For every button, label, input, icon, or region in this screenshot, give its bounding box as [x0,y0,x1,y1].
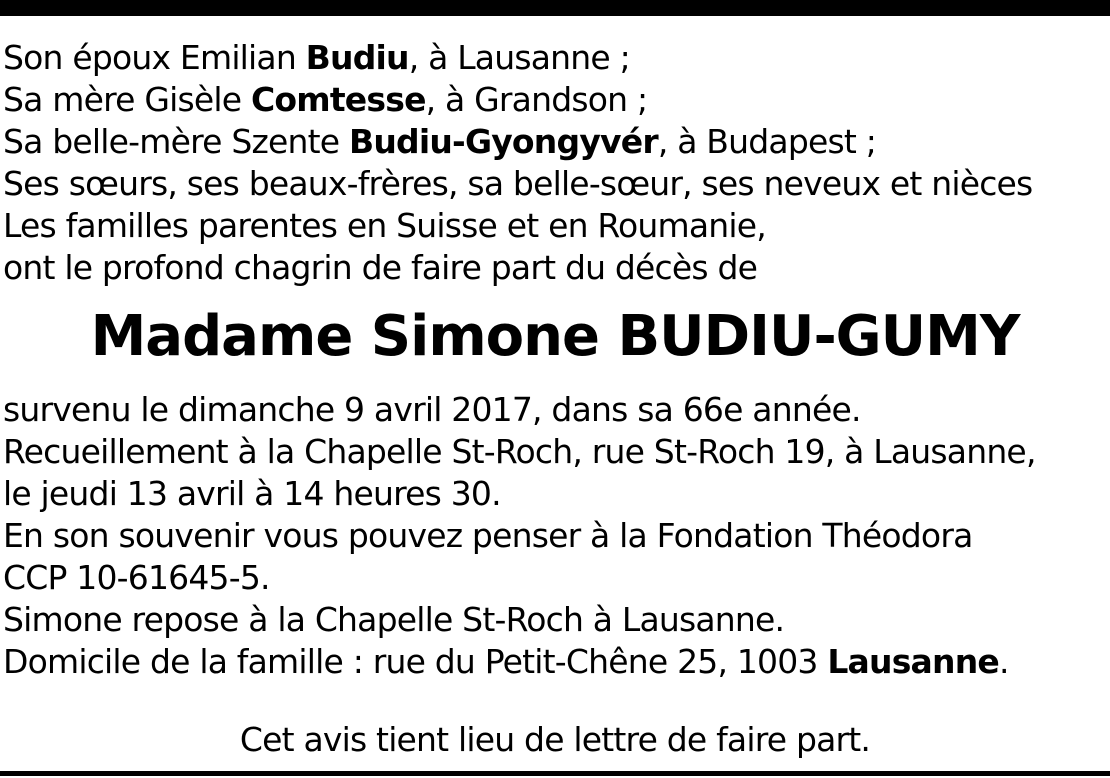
announcer-line-intro: ont le profond chagrin de faire part du décès de [3,248,758,287]
detail-line-ccp: CCP 10-61645-5. [3,558,270,597]
detail-line-family-address: Domicile de la famille : rue du Petit-Chêne 25, 1003 Lausanne. [3,642,1009,681]
bottom-border-rule [0,771,1110,776]
top-border-rule [0,0,1110,16]
announcer-line-mother: Sa mère Gisèle Comtesse, à Grandson ; [3,80,648,119]
announcer-line-families: Les familles parentes en Suisse et en Roumanie, [3,206,766,245]
detail-line-date: survenu le dimanche 9 avril 2017, dans sa 66e année. [3,390,861,429]
detail-line-donation: En son souvenir vous pouvez penser à la Fondation Théodora [3,516,973,555]
detail-line-rests: Simone repose à la Chapelle St-Roch à Lausanne. [3,600,785,639]
deceased-name-heading: Madame Simone BUDIU-GUMY [90,304,1020,369]
detail-line-ceremony-place: Recueillement à la Chapelle St-Roch, rue St-Roch 19, à Lausanne, [3,432,1036,471]
announcer-line-siblings: Ses sœurs, ses beaux-frères, sa belle-sœur, ses neveux et nièces [3,164,1033,203]
announcer-line-spouse: Son époux Emilian Budiu, à Lausanne ; [3,38,630,77]
detail-line-ceremony-time: le jeudi 13 avril à 14 heures 30. [3,474,501,513]
announcer-line-mother-in-law: Sa belle-mère Szente Budiu-Gyongyvér, à Budapest ; [3,122,877,161]
footer-note: Cet avis tient lieu de lettre de faire part. [239,720,871,759]
